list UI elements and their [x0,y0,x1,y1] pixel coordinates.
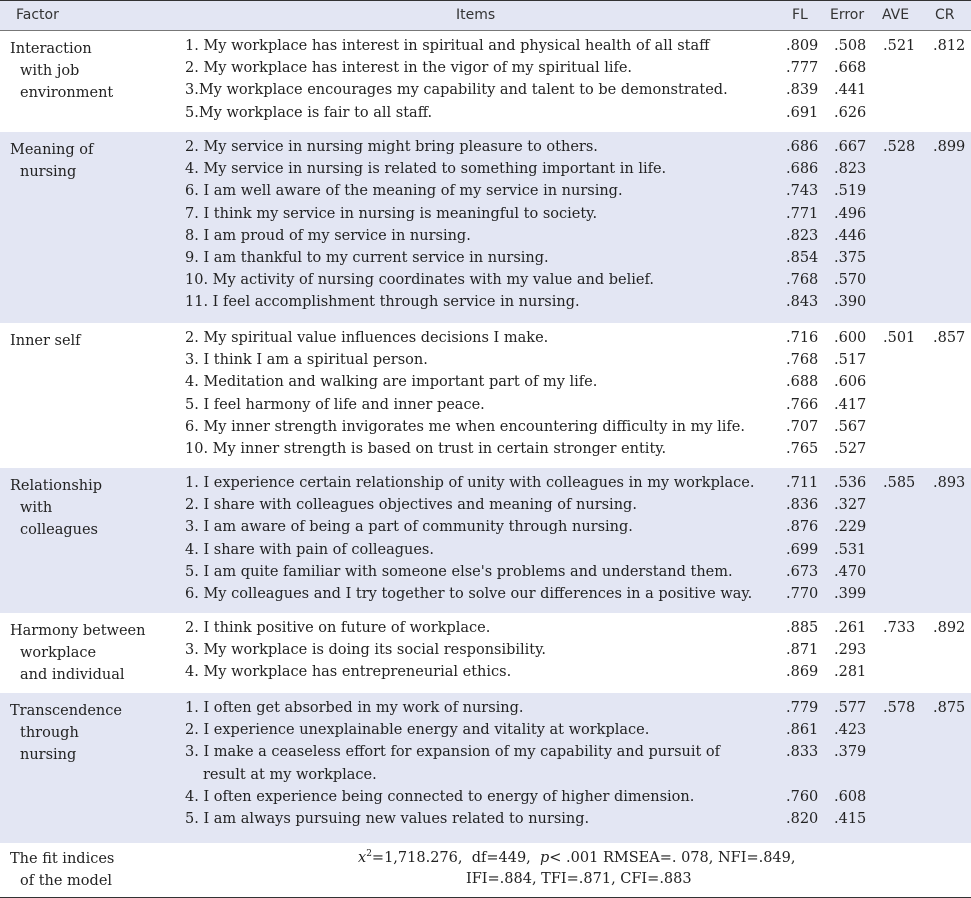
error-value: .496 [834,205,867,222]
factor-loading: .809 [786,38,819,54]
error-value: .327 [834,497,867,514]
factor-name: Transcendence through nursing [10,703,122,763]
item-text: 2. My workplace has interest in the vigor of my spiritual life. [185,60,633,77]
cr-value: .893 [933,475,966,491]
item-text: 3.My workplace encourages my capability and talent to be demonstrated. [185,82,728,99]
item-text: 3. I am aware of being a part of community through nursing. [185,519,633,536]
item-text: 5.My workplace is fair to all staff. [185,104,433,121]
factor-loading: .779 [786,700,819,716]
error-value: .375 [834,250,867,266]
item-text: 5. I feel harmony of life and inner peace. [185,396,485,413]
ave-value: .501 [883,330,916,346]
item-text: 6. My colleagues and I try together to solve our differences in a positive way. [185,586,753,602]
factor-loading: .766 [786,396,819,413]
item-text: 1. I often get absorbed in my work of nursing. [185,700,524,716]
item-text: 4. My service in nursing is related to something important in life. [185,161,667,178]
item-text: 3. I think I am a spiritual person. [185,352,428,369]
factor-loading: .885 [786,620,819,636]
cr-value: .857 [933,330,966,346]
cr-value: .812 [933,38,966,54]
item-text: 7. I think my service in nursing is meaningful to society. [185,205,598,222]
item-text: 4. My workplace has entrepreneurial ethics. [185,664,512,681]
error-value: .823 [834,161,867,178]
fit-line-2: IFI=.884, TFI=.871, CFI=.883 [466,871,692,887]
factor-loading: .688 [786,374,819,391]
item-text: 4. I often experience being connected to energy of higher dimension. [185,788,695,805]
error-value: .423 [834,722,867,739]
item-text: 2. My spiritual value influences decisions I make. [185,330,549,346]
factor-group [0,613,971,693]
factor-group [0,468,971,613]
factor-loading: .770 [786,586,819,602]
error-value: .608 [834,788,867,805]
item-text: 5. I am always pursuing new values related to nursing. [185,811,590,827]
factor-loading: .871 [786,642,819,659]
factor-loading: .836 [786,497,819,514]
item-text: 2. My service in nursing might bring pleasure to others. [185,139,598,155]
factor-loading: .691 [786,104,819,121]
item-text: 8. I am proud of my service in nursing. [185,227,471,244]
item-text: 4. Meditation and walking are important part of my life. [185,374,598,391]
item-text: 1. I experience certain relationship of unity with colleagues in my workplace. [185,475,755,491]
factor-name: Meaning of nursing [10,142,94,180]
factor-loading: .854 [786,250,819,266]
ave-value: .528 [883,139,916,155]
factor-loading: .768 [786,272,819,289]
factor-loading: .833 [786,744,819,761]
item-text: 4. I share with pain of colleagues. [185,541,434,558]
factor-loading: .743 [786,183,819,200]
error-value: .567 [834,418,867,435]
factor-loading: .760 [786,788,819,805]
error-value: .536 [834,475,867,491]
table-header [0,0,971,31]
error-value: .508 [834,38,867,54]
factor-loading: .765 [786,441,819,457]
factor-loading: .869 [786,664,819,681]
factor-name: Harmony between workplace and individual [10,623,146,683]
error-value: .667 [834,139,867,155]
ave-value: .578 [883,700,916,716]
factor-name: Relationship with colleagues [10,478,103,538]
header-ave: AVE [882,7,910,23]
error-value: .600 [834,330,867,346]
error-value: .293 [834,642,867,659]
error-value: .441 [834,82,867,99]
cr-value: .875 [933,700,966,716]
factor-loading: .699 [786,541,819,558]
error-value: .570 [834,272,867,289]
error-value: .668 [834,60,867,77]
item-text: 2. I think positive on future of workplace. [185,620,491,636]
error-value: .517 [834,352,867,369]
error-value: .417 [834,396,867,413]
factor-group [0,132,971,323]
fit-line-1: $x^2=1,718.276$, df=449, p< .001 RMSEA=. 078, NFI=.849, [358,849,796,866]
factor-loading: .876 [786,519,819,536]
factor-name: Inner self [10,333,81,349]
error-value: .379 [834,744,867,761]
item-text: 11. I feel accomplishment through service in nursing. [185,294,580,311]
factor-loading: .768 [786,352,819,369]
factor-loading: .771 [786,205,819,222]
factor-group [0,693,971,843]
error-value: .281 [834,664,867,681]
error-value: .229 [834,519,867,536]
error-value: .261 [834,620,867,636]
error-value: .446 [834,227,867,244]
error-value: .519 [834,183,867,200]
error-value: .531 [834,541,867,558]
item-text: 10. My activity of nursing coordinates with my value and belief. [185,272,654,289]
header-cr: CR [935,7,955,23]
error-value: .470 [834,563,867,580]
error-value: .415 [834,811,867,827]
ave-value: .585 [883,475,916,491]
error-value: .399 [834,586,867,602]
ave-value: .733 [883,620,916,636]
ave-value: .521 [883,38,916,54]
factor-loading: .686 [786,161,819,178]
item-text: 3. I make a ceaseless effort for expansion of my capability and pursuit of [185,744,721,761]
error-value: .626 [834,104,867,121]
header-factor: Factor [16,7,59,23]
factor-group [0,31,971,132]
cr-value: .892 [933,620,966,636]
item-text-continued: result at my workplace. [203,766,377,783]
error-value: .577 [834,700,867,716]
factor-loading: .711 [786,475,819,491]
factor-loading: .861 [786,722,819,739]
factor-loading: .823 [786,227,819,244]
factor-group [0,323,971,468]
header-fl: FL [792,7,808,23]
item-text: 9. I am thankful to my current service in nursing. [185,250,549,266]
factor-name: Interaction with job environment [10,41,114,101]
error-value: .606 [834,374,867,391]
fit-label: The fit indices of the model [10,851,115,889]
header-error: Error [830,7,865,23]
cr-value: .899 [933,139,966,155]
factor-loading: .839 [786,82,819,99]
factor-loading: .707 [786,418,819,435]
item-text: 2. I experience unexplainable energy and vitality at workplace. [185,722,650,739]
item-text: 5. I am quite familiar with someone else's problems and understand them. [185,563,733,580]
item-text: 6. My inner strength invigorates me when encountering difficulty in my life. [185,418,745,435]
factor-loading: .686 [786,139,819,155]
error-value: .527 [834,441,867,457]
factor-loading: .777 [786,60,819,77]
factor-loading: .820 [786,811,819,827]
factor-loading: .843 [786,294,819,311]
item-text: 3. My workplace is doing its social responsibility. [185,642,547,659]
fit-indices-row [0,843,971,898]
error-value: .390 [834,294,867,311]
item-text: 10. My inner strength is based on trust in certain stronger entity. [185,441,667,457]
item-text: 6. I am well aware of the meaning of my service in nursing. [185,183,623,200]
item-text: 1. My workplace has interest in spiritual and physical health of all staff [185,38,710,54]
factor-loading: .673 [786,563,819,580]
factor-loading: .716 [786,330,819,346]
item-text: 2. I share with colleagues objectives and meaning of nursing. [185,497,637,514]
header-items: Items [456,7,496,23]
